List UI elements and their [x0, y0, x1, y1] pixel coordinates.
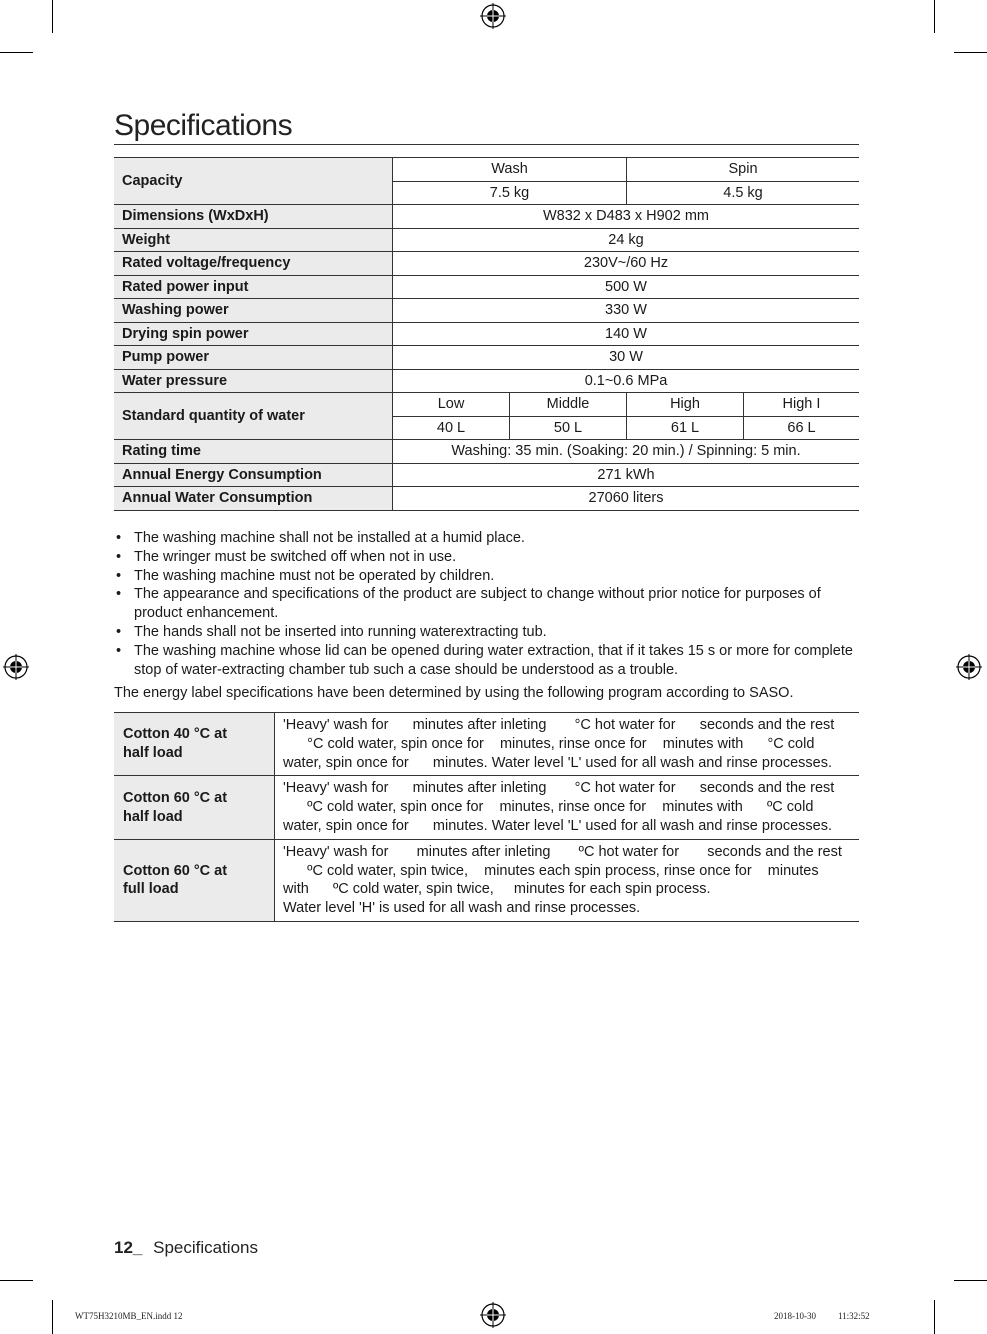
program-line: water, spin once for minutes. Water level 'L' used for all wash and rinse processes.	[283, 754, 833, 771]
specifications-table	[114, 157, 859, 511]
registration-mark-icon	[956, 654, 982, 680]
table-row	[114, 839, 859, 921]
table-row	[114, 463, 859, 487]
row-value: 24 kg	[393, 228, 860, 252]
program-label	[114, 776, 275, 839]
table-row	[114, 440, 859, 464]
crop-mark	[934, 0, 935, 33]
program-description	[275, 713, 860, 776]
notes-list	[114, 529, 864, 679]
registration-mark-icon	[480, 1302, 506, 1328]
water-level: Middle	[510, 393, 627, 417]
table-row	[114, 713, 859, 776]
table-row	[114, 346, 859, 370]
row-value: 140 W	[393, 322, 860, 346]
list-item: • The washing machine whose lid can be opened during water extraction, that if it takes 15 s or more for complete stop of water-extracting chamber tub such a case should be understood as a trouble.	[114, 642, 864, 680]
program-line: 'Heavy' wash for minutes after inleting °C hot water for seconds and the rest	[283, 717, 835, 733]
program-line: °C cold water, spin once for minutes, rinse once for minutes with °C cold	[283, 735, 815, 752]
crop-mark	[0, 1280, 33, 1281]
program-line: 'Heavy' wash for minutes after inleting ºC hot water for seconds and the rest	[283, 843, 842, 860]
program-line: with ºC cold water, spin twice, minutes for each spin process.	[283, 881, 711, 898]
list-item: • The appearance and specifications of the product are subject to change without prior notice for purposes of product enhancement.	[114, 585, 864, 623]
program-line: ºC cold water, spin twice, minutes each spin process, rinse once for minutes	[283, 862, 819, 879]
page-number: 12_	[114, 1238, 143, 1257]
table-row	[114, 299, 859, 323]
energy-label-text: The energy label specifications have been determined by using the following program according to SASO.	[114, 685, 794, 701]
row-label: Rating time	[114, 440, 393, 464]
program-label-line: half load	[123, 745, 183, 762]
row-value: 271 kWh	[393, 463, 860, 487]
water-value: 66 L	[744, 416, 860, 440]
crop-mark	[0, 52, 33, 53]
row-label: Rated power input	[114, 275, 393, 299]
row-value: 0.1~0.6 MPa	[393, 369, 860, 393]
water-level: High	[627, 393, 744, 417]
water-value: 40 L	[393, 416, 510, 440]
slug-file: WT75H3210MB_EN.indd 12	[75, 1311, 183, 1321]
table-row	[114, 275, 859, 299]
row-label: Weight	[114, 228, 393, 252]
row-value: Washing: 35 min. (Soaking: 20 min.) / Spinning: 5 min.	[393, 440, 860, 464]
slug-date: 2018-10-30	[774, 1311, 816, 1321]
row-value: 500 W	[393, 275, 860, 299]
wash-value: 7.5 kg	[393, 181, 627, 205]
wash-header: Wash	[393, 158, 627, 182]
list-item: • The washing machine must not be operated by children.	[114, 567, 864, 586]
page-footer	[114, 1238, 258, 1258]
program-label-line: full load	[123, 881, 179, 898]
row-label: Drying spin power	[114, 322, 393, 346]
row-label: Annual Water Consumption	[114, 487, 393, 511]
program-table	[114, 712, 859, 922]
crop-mark	[52, 1300, 53, 1334]
table-row	[114, 252, 859, 276]
table-row	[114, 228, 859, 252]
row-value: 30 W	[393, 346, 860, 370]
program-line: water, spin once for minutes. Water level 'L' used for all wash and rinse processes.	[283, 817, 833, 834]
crop-mark	[934, 1300, 935, 1334]
row-value: 230V~/60 Hz	[393, 252, 860, 276]
spin-value: 4.5 kg	[627, 181, 860, 205]
spin-header: Spin	[627, 158, 860, 182]
list-item: • The washing machine shall not be installed at a humid place.	[114, 529, 864, 548]
row-label: Rated voltage/frequency	[114, 252, 393, 276]
water-label: Standard quantity of water	[114, 393, 393, 440]
program-label-line: Cotton 60 °C at	[123, 862, 228, 879]
water-value: 50 L	[510, 416, 627, 440]
program-label	[114, 839, 275, 921]
water-value: 61 L	[627, 416, 744, 440]
program-line: ºC cold water, spin once for minutes, rinse once for minutes with ºC cold	[283, 799, 814, 816]
page-title: Specifications	[114, 108, 859, 145]
row-label: Pump power	[114, 346, 393, 370]
program-description	[275, 839, 860, 921]
program-line: Water level 'H' is used for all wash and rinse processes.	[283, 900, 641, 917]
row-label: Water pressure	[114, 369, 393, 393]
crop-mark	[954, 1280, 987, 1281]
program-label-line: half load	[123, 808, 183, 825]
program-label-line: Cotton 40 °C at	[123, 726, 228, 743]
capacity-label: Capacity	[114, 158, 393, 205]
list-item: • The hands shall not be inserted into running waterextracting tub.	[114, 623, 864, 642]
registration-mark-icon	[3, 654, 29, 680]
crop-mark	[954, 52, 987, 53]
row-label: Washing power	[114, 299, 393, 323]
row-label: Dimensions (WxDxH)	[114, 205, 393, 229]
row-value: W832 x D483 x H902 mm	[393, 205, 860, 229]
program-label-line: Cotton 60 °C at	[123, 789, 228, 806]
registration-mark-icon	[480, 3, 506, 29]
row-label: Annual Energy Consumption	[114, 463, 393, 487]
list-item: • The wringer must be switched off when not in use.	[114, 548, 864, 567]
table-row	[114, 205, 859, 229]
water-level: Low	[393, 393, 510, 417]
table-row	[114, 776, 859, 839]
row-value: 330 W	[393, 299, 860, 323]
table-row	[114, 158, 859, 182]
program-label	[114, 713, 275, 776]
program-line: 'Heavy' wash for minutes after inleting °C hot water for seconds and the rest	[283, 780, 835, 797]
table-row	[114, 393, 859, 417]
program-description	[275, 776, 860, 839]
slug-time: 11:32:52	[838, 1311, 870, 1321]
row-value: 27060 liters	[393, 487, 860, 511]
table-row	[114, 487, 859, 511]
water-level: High I	[744, 393, 860, 417]
table-row	[114, 369, 859, 393]
footer-section: Specifications	[153, 1238, 258, 1257]
crop-mark	[52, 0, 53, 33]
table-row	[114, 322, 859, 346]
